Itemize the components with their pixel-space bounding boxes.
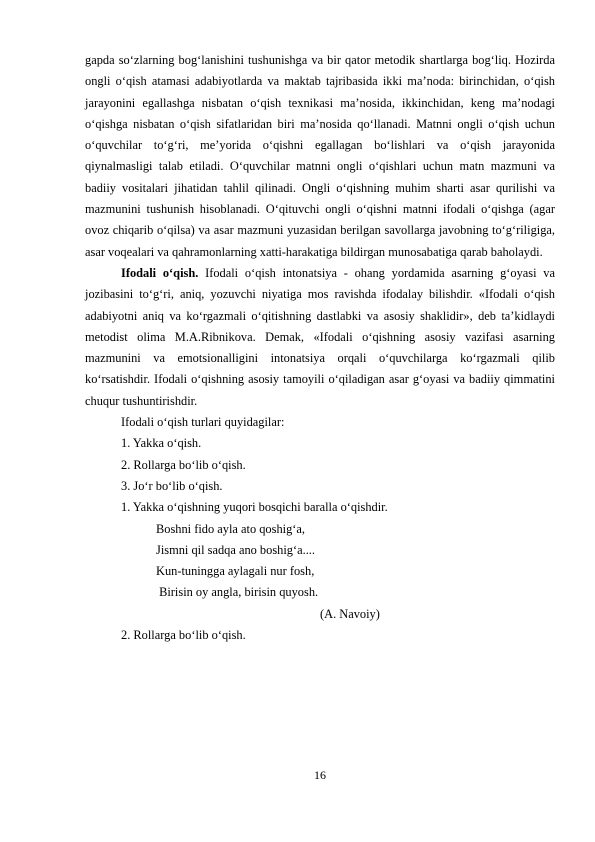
paragraph-conscious-reading: gapda so‘zlarning bog‘lanishini tushunishga va bir qator metodik shartlarga bog‘liq. Hozirda ongli o‘qish atamasi adabiyotlarda va maktab tajribasida ikki ma’noda: birinchidan, o‘qish jarayonini egallashga nisbatan o‘qish texnikasi ma’nosida, ikkinchidan, keng ma’nodagi o‘qishga nisbatan o‘qish sifatlaridan biri ma’nosida qo‘llanadi. Matnni ongli o‘qish uchun o‘quvchilar to‘g‘ri, me’yorida o‘qishni egallagan bo‘lishlari va o‘qish jarayonida qiynalmasligi talab etiladi. O‘quvchilar matnni ongli o‘qishlari uchun matn mazmuni va badiiy vositalari jihatidan tahlil qilinadi. Ongli o‘qishning muhim sharti asar qurilishi va mazmunini tushunish hisoblanadi. O‘qituvchi ongli o‘qishni matnni ifodali o‘qishga (agar ovoz chiqarib o‘qilsa) va asar mazmuni yuzasidan berilgan savollarga javobning to‘g‘riligiga, asar voqealari va qahramonlarning xatti-harakatiga bildirgan munosabatiga qarab baholaydi. [85, 53, 555, 259]
reading-type-item: 3. Jo‘r bo‘lib o‘qish. [121, 478, 223, 493]
poem-line: Birisin oy angla, birisin quyosh. [156, 585, 319, 600]
poem-attribution: (A. Navoiy) [320, 606, 380, 621]
paragraph-expressive-reading [85, 263, 555, 412]
reading-type-item: 1. Yakka o‘qish. [121, 436, 202, 451]
poem-line: Jismni qil sadqa ano boshig‘a.... [156, 542, 315, 557]
page-content [85, 50, 555, 646]
expressive-reading-body: Ifodali o‘qish intonatsiya - ohang yordamida asarning g‘oyasi va jozibasini to‘g‘ri, aniq, yozuvchi niyatiga mos ravishda ifodalay bilishdir. «Ifodali o‘qish adabiyotni aniq va ko‘rgazmali o‘qitishning dastlabki va asosiy shaklidir», deb ta’kidlaydi metodist olima M.A.Ribnikova. Demak, «Ifodali o‘qishning asosiy vazifasi asarning mazmunini va emotsionalligini intonatsiya orqali o‘quvchilarga ko‘rgazmali qilib ko‘rsatishdir. Ifodali o‘qishning asosiy tamoyili o‘qiladigan asar g‘oyasi va badiiy qimmatini chuqur tushuntirishdir. [85, 265, 556, 408]
reading-types-intro: Ifodali o‘qish turlari quyidagilar: [121, 415, 285, 430]
page-number: 16 [314, 768, 326, 782]
section-heading-role-reading: 2. Rollarga bo‘lib o‘qish. [121, 628, 246, 643]
section-heading-solo-reading: 1. Yakka o‘qishning yuqori bosqichi baralla o‘qishdir. [121, 500, 388, 515]
expressive-reading-heading: Ifodali o‘qish. [121, 265, 199, 280]
reading-type-item: 2. Rollarga bo‘lib o‘qish. [121, 457, 246, 472]
poem-line: Boshni fido ayla ato qoshig‘a, [156, 521, 306, 536]
poem-line: Kun-tuningga aylagali nur fosh, [156, 564, 315, 579]
